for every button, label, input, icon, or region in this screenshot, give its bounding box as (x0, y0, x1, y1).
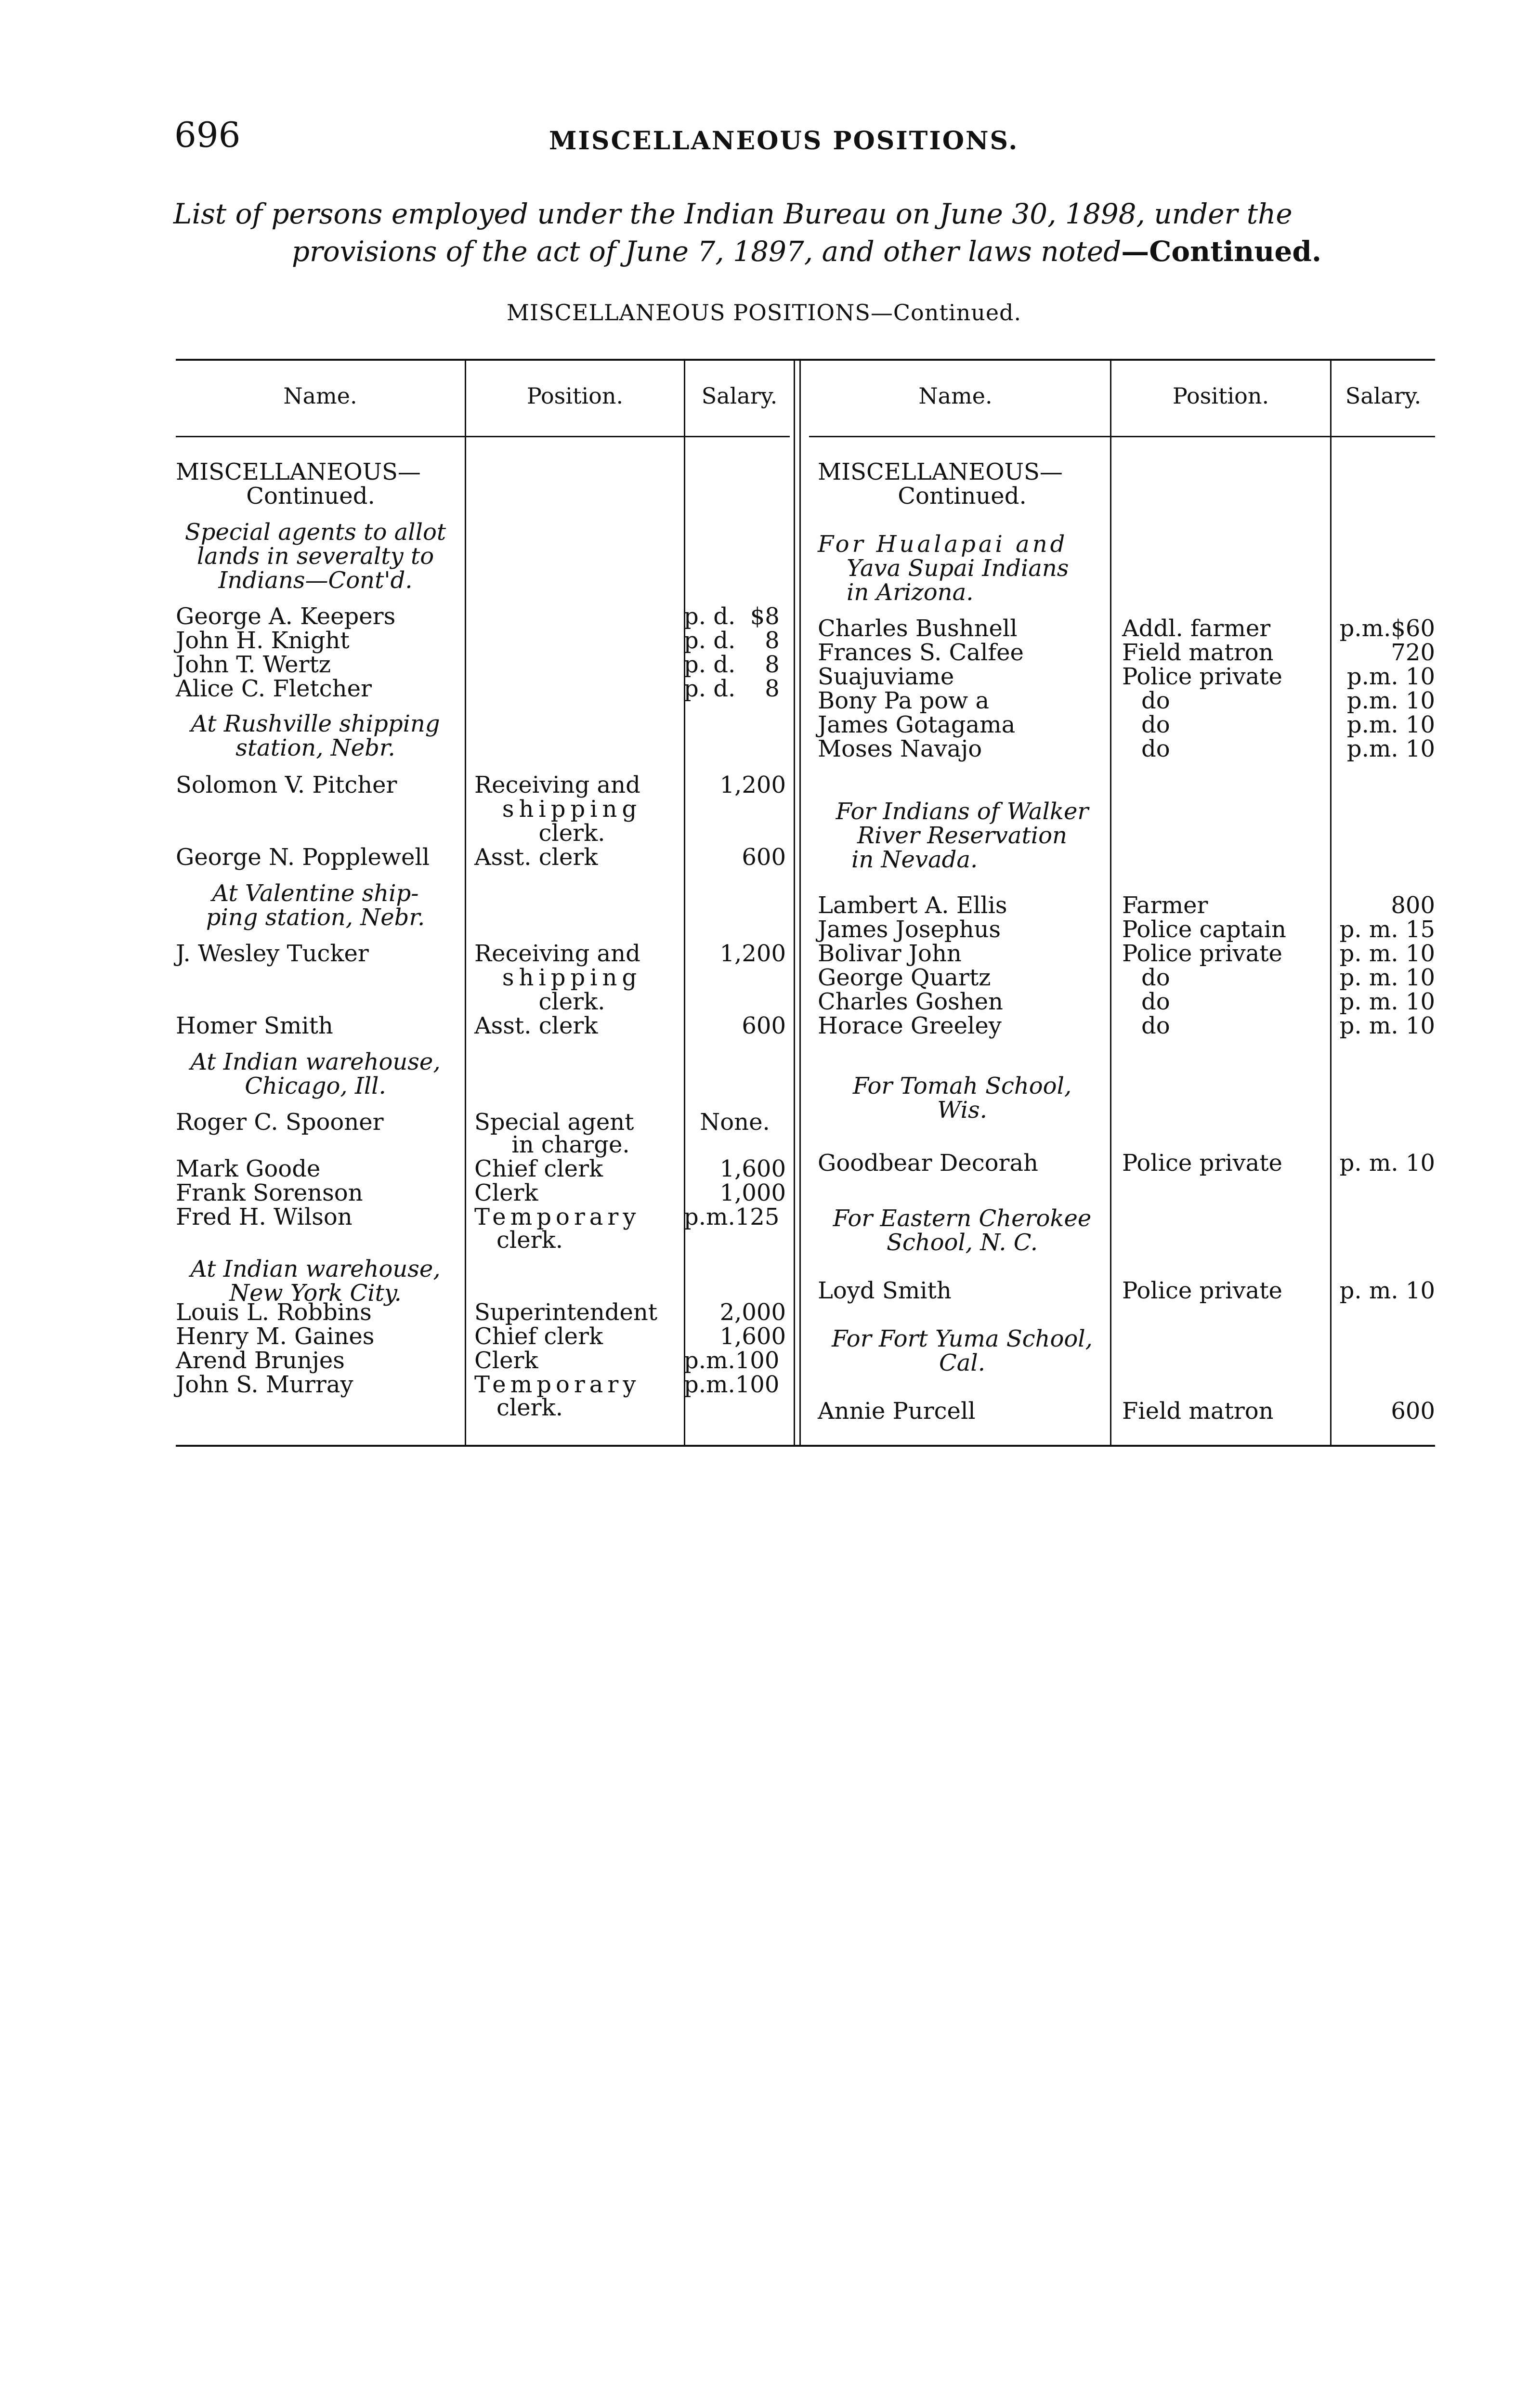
table-row-position: in charge. (511, 1131, 630, 1158)
table-row-position: Police private (1122, 1150, 1282, 1177)
table-row-position: shipping (502, 964, 642, 991)
table-row-name: Loyd Smith (818, 1277, 952, 1304)
table-row-salary: p. m. 10 (1339, 1012, 1435, 1039)
table-row-name: Goodbear Decorah (818, 1150, 1038, 1177)
table-row-salary: p.m. 10 (1346, 687, 1435, 714)
table-row-salary: p.m.$60 (1339, 615, 1435, 642)
column-divider-2 (684, 360, 685, 1445)
subheading-line: At Indian warehouse, (190, 1256, 441, 1283)
subheading-line: Cal. (939, 1349, 985, 1376)
table-row-name: James Gotagama (818, 711, 1016, 738)
table-row-position: Police private (1122, 663, 1282, 690)
table-row-position: Police private (1122, 1277, 1282, 1304)
subheading-line: At Indian warehouse, (190, 1048, 441, 1075)
group-title-left: MISCELLANEOUS— (176, 458, 421, 485)
table-row-name: Louis L. Robbins (176, 1299, 372, 1326)
table-row-position: Superintendent (474, 1299, 658, 1326)
table-row-name: John H. Knight (176, 627, 350, 654)
table-row-salary: p.m. 10 (1346, 711, 1435, 738)
table-row-salary: p.m. 10 (1346, 735, 1435, 762)
subheading-special-agents (176, 520, 455, 592)
table-row-name: Annie Purcell (818, 1398, 976, 1425)
subheading-walker-river (818, 799, 1107, 872)
caption-continued: —Continued. (1121, 235, 1322, 268)
table-row-salary: 800 (1391, 892, 1435, 919)
table-row-name: Arend Brunjes (176, 1347, 345, 1374)
group-continued-left: Continued. (246, 483, 375, 510)
subheading-line: School, N. C. (886, 1229, 1038, 1256)
table-row-position: Field matron (1122, 639, 1274, 666)
table-row-position: Chief clerk (474, 1155, 603, 1182)
subheading-line: River Reservation (857, 822, 1067, 849)
table-row-name: Homer Smith (176, 1012, 333, 1039)
table-row-name: Fred H. Wilson (176, 1204, 353, 1230)
header-name-right: Name. (918, 383, 993, 409)
table-row-salary: 720 (1391, 639, 1435, 666)
table-row-salary: p.m.125 (684, 1204, 780, 1230)
table-row-name: George N. Popplewell (176, 844, 430, 871)
subheading-line: For Tomah School, (852, 1073, 1072, 1099)
subheading-line: For Hualapai and (818, 531, 1068, 558)
table-row-name: Alice C. Fletcher (176, 675, 372, 702)
table-row-name: Mark Goode (176, 1155, 321, 1182)
table-row-name: Frances S. Calfee (818, 639, 1024, 666)
table-row-position: Clerk (474, 1179, 538, 1206)
header-position-left: Position. (526, 383, 624, 409)
table-row-position: clerk. (496, 1227, 563, 1254)
table-row-position: Clerk (474, 1347, 538, 1374)
header-salary-left: Salary. (701, 383, 778, 409)
table-row-salary: 600 (742, 844, 786, 871)
table-row-salary: p.m.100 (684, 1347, 780, 1374)
table-row-position: Temporary (474, 1204, 640, 1230)
caption-line-2-text: provisions of the act of June 7, 1897, and other laws noted (291, 235, 1122, 268)
subheading-fort-yuma (818, 1327, 1107, 1375)
table-row-name: Horace Greeley (818, 1012, 1002, 1039)
table-row-name: Moses Navajo (818, 735, 982, 762)
subheading-line: For Eastern Cherokee (833, 1205, 1092, 1232)
table-row-name: George Quartz (818, 964, 991, 991)
table-row-position: do (1141, 735, 1170, 762)
table-row-salary: 1,200 (719, 772, 786, 798)
table-row-position: Chief clerk (474, 1323, 603, 1350)
table-row-name: John S. Murray (176, 1371, 353, 1398)
table-row-salary: p. d. 8 (684, 651, 780, 678)
subheading-valentine (176, 881, 455, 929)
table-row-salary: p. m. 10 (1339, 1150, 1435, 1177)
header-salary-right: Salary. (1345, 383, 1422, 409)
table-row-position: Special agent (474, 1109, 634, 1136)
subheading-line: Chicago, Ill. (245, 1073, 386, 1099)
subheading-line: New York City. (229, 1280, 402, 1307)
subheading-line: Wis. (937, 1097, 987, 1124)
table-row-position: Field matron (1122, 1398, 1274, 1425)
subheading-line: Special agents to allot (184, 519, 446, 546)
subheading-rushville (176, 712, 455, 760)
table-row-salary: 600 (742, 1012, 786, 1039)
header-bottom-rule-left (176, 436, 790, 437)
column-divider-1 (465, 360, 466, 1445)
table-row-position: clerk. (538, 988, 605, 1015)
table-row-salary: 1,000 (719, 1179, 786, 1206)
table-row-salary: p. d. $8 (684, 603, 780, 630)
section-heading: MISCELLANEOUS POSITIONS—Continued. (506, 300, 1022, 326)
table-row-salary: p. m. 10 (1339, 1277, 1435, 1304)
table-row-name: George A. Keepers (176, 603, 396, 630)
table-row-salary: p. m. 10 (1339, 964, 1435, 991)
table-row-position: Farmer (1122, 892, 1208, 919)
header-name-left: Name. (283, 383, 357, 409)
subheading-line: For Fort Yuma School, (832, 1325, 1093, 1352)
table-row-position: Addl. farmer (1122, 615, 1271, 642)
table-row-name: Solomon V. Pitcher (176, 772, 397, 798)
table-row-name: Henry M. Gaines (176, 1323, 375, 1350)
table-row-salary: 1,600 (719, 1155, 786, 1182)
table-row-salary: 1,200 (719, 940, 786, 967)
subheading-chicago (176, 1050, 455, 1098)
table-row-salary: p. m. 15 (1339, 916, 1435, 943)
table-row-position: do (1141, 988, 1170, 1015)
table-row-position: Receiving and (474, 940, 640, 967)
table-row-name: J. Wesley Tucker (176, 940, 369, 967)
subheading-line: Indians—Cont'd. (218, 567, 413, 594)
table-row-name: James Josephus (818, 916, 1001, 943)
subheading-line: At Rushville shipping (191, 710, 440, 737)
subheading-line: Yava Supai Indians (847, 555, 1069, 582)
table-row-name: Charles Goshen (818, 988, 1003, 1015)
table-row-salary: p. d. 8 (684, 675, 780, 702)
subheading-line: lands in severalty to (196, 543, 434, 570)
table-row-name: Lambert A. Ellis (818, 892, 1007, 919)
table-row-name: Bony Pa pow a (818, 687, 990, 714)
subheading-line: For Indians of Walker (836, 798, 1089, 825)
table-row-position: clerk. (538, 820, 605, 847)
table-row-position: Temporary (474, 1371, 640, 1398)
running-head: MISCELLANEOUS POSITIONS. (549, 126, 1019, 156)
table-top-rule (176, 359, 1435, 361)
table-row-name: Frank Sorenson (176, 1179, 363, 1206)
table-row-position: shipping (502, 796, 642, 823)
caption-line-1: List of persons employed under the Indian Bureau on June 30, 1898, under the (173, 197, 1293, 230)
table-row-position: do (1141, 687, 1170, 714)
table-row-position: Police private (1122, 940, 1282, 967)
table-row-position: do (1141, 711, 1170, 738)
table-row-salary: p.m. 10 (1346, 663, 1435, 690)
table-row-salary: p. d. 8 (684, 627, 780, 654)
group-title-right: MISCELLANEOUS— (818, 458, 1063, 485)
table-row-name: John T. Wertz (176, 651, 331, 678)
subheading-tomah (818, 1074, 1107, 1122)
column-divider-3 (1110, 360, 1111, 1445)
table-row-salary: p.m.100 (684, 1371, 780, 1398)
subheading-hualapai (818, 532, 1107, 604)
center-divider-b (799, 360, 801, 1445)
table-row-position: Asst. clerk (474, 844, 598, 871)
subheading-eastern-cherokee (818, 1206, 1107, 1255)
table-row-salary: 2,000 (719, 1299, 786, 1326)
subheading-line: in Nevada. (851, 846, 978, 873)
table-row-position: do (1141, 964, 1170, 991)
caption-line-2 (173, 233, 1440, 270)
table-row-name: Roger C. Spooner (176, 1109, 384, 1136)
table-row-salary: None. (700, 1109, 770, 1136)
table-row-position: do (1141, 1012, 1170, 1039)
table-row-salary: p. m. 10 (1339, 988, 1435, 1015)
table-row-position: clerk. (496, 1394, 563, 1421)
page-number: 696 (174, 115, 241, 155)
table-row-salary: p. m. 10 (1339, 940, 1435, 967)
table-row-salary: 600 (1391, 1398, 1435, 1425)
table-row-name: Suajuviame (818, 663, 954, 690)
subheading-line: ping station, Nebr. (206, 904, 425, 931)
table-row-position: Receiving and (474, 772, 640, 798)
table-row-name: Bolivar John (818, 940, 962, 967)
table-row-salary: 1,600 (719, 1323, 786, 1350)
table-row-position: Police captain (1122, 916, 1286, 943)
subheading-line: in Arizona. (847, 579, 974, 606)
header-bottom-rule-right (809, 436, 1435, 437)
header-position-right: Position. (1172, 383, 1269, 409)
center-divider-a (794, 360, 795, 1445)
group-continued-right: Continued. (898, 483, 1027, 510)
table-row-name: Charles Bushnell (818, 615, 1018, 642)
subheading-line: station, Nebr. (235, 734, 395, 761)
table-bottom-rule (176, 1445, 1435, 1447)
table-caption (173, 195, 1440, 270)
subheading-line: At Valentine ship- (212, 880, 419, 907)
subheading-new-york (176, 1257, 455, 1305)
table-row-position: Asst. clerk (474, 1012, 598, 1039)
